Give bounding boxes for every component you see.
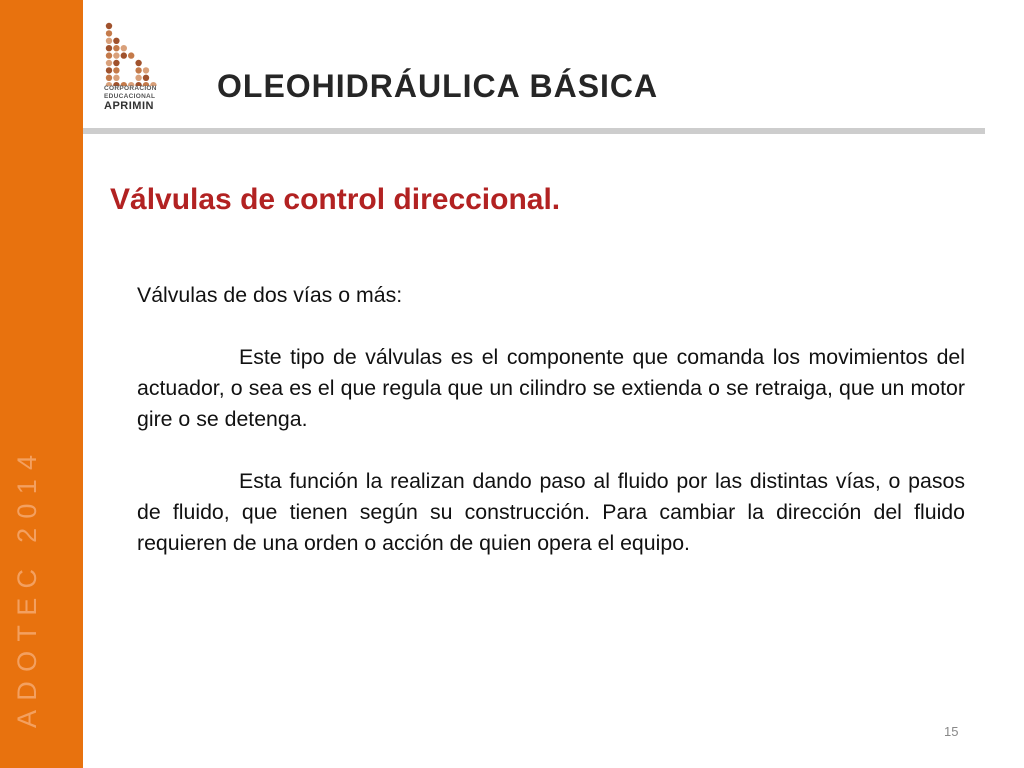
logo-line-2: EDUCACIONAL <box>104 92 156 100</box>
body-paragraph-1: Este tipo de válvulas es el componente que comanda los movimientos del actuador, o sea es el que regula que un cilindro se extienda o se retraiga, que un motor gire o se detenga. <box>137 345 965 431</box>
header-divider <box>83 128 985 134</box>
side-bar-label: ADOTEC 2014 <box>12 445 42 728</box>
section-title: Válvulas de control direccional. <box>110 183 561 216</box>
page-number: 15 <box>944 724 959 739</box>
logo-line-3: APRIMIN <box>104 100 154 112</box>
slide-body <box>137 280 965 559</box>
body-subtitle: Válvulas de dos vías o más: <box>137 283 403 307</box>
page-title: OLEOHIDRÁULICA BÁSICA <box>217 68 659 104</box>
logo-text <box>104 85 180 112</box>
body-paragraph-2: Esta función la realizan dando paso al fluido por las distintas vías, o pasos de fluido, que tienen según su construcción. Para cambiar la dirección del fluido requieren de una orden o acción de quien opera el equipo. <box>137 469 965 555</box>
logo-line-1: CORPORACION <box>104 85 157 92</box>
side-bar <box>0 0 83 768</box>
